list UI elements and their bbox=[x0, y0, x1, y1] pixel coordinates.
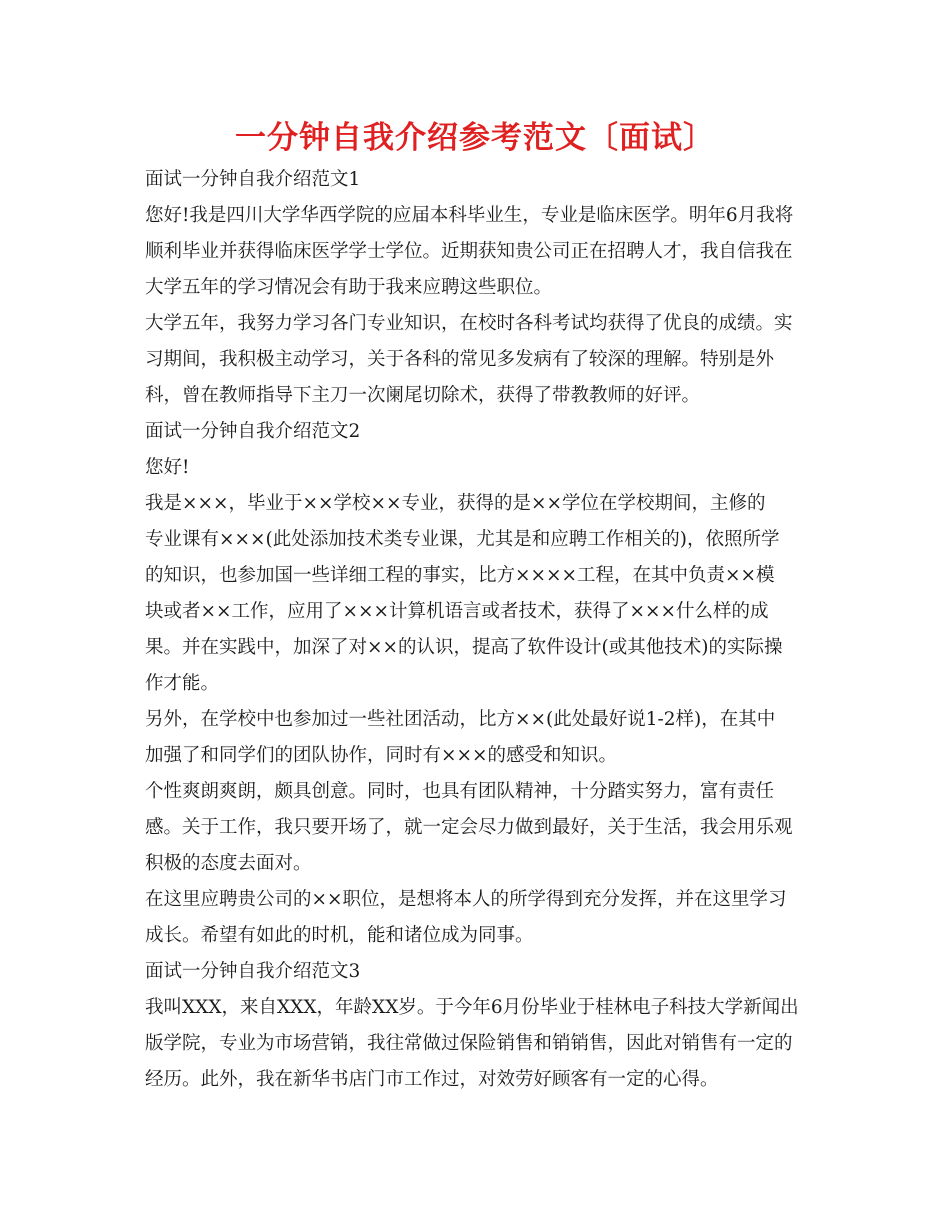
paragraph-line: 块或者××工作，应用了×××计算机语言或者技术，获得了×××什么样的成 bbox=[145, 601, 769, 622]
paragraph-line: 感。关于工作，我只要开场了，就一定会尽力做到最好，关于生活，我会用乐观 bbox=[145, 817, 793, 838]
section-heading-1: 面试一分钟自我介绍范文1 bbox=[145, 169, 361, 190]
paragraph-line: 顺利毕业并获得临床医学学士学位。近期获知贵公司正在招聘人才，我自信我在 bbox=[145, 241, 793, 262]
paragraph-line: 大学五年，我努力学习各门专业知识，在校时各科考试均获得了优良的成绩。实 bbox=[145, 313, 793, 334]
paragraph-line: 在这里应聘贵公司的××职位，是想将本人的所学得到充分发挥，并在这里学习 bbox=[145, 889, 787, 910]
section-heading-3: 面试一分钟自我介绍范文3 bbox=[145, 961, 361, 982]
paragraph-line: 您好!我是四川大学华西学院的应届本科毕业生，专业是临床医学。明年6月我将 bbox=[145, 205, 794, 226]
paragraph-line: 我叫XXX，来自XXX，年龄XX岁。于今年6月份毕业于桂林电子科技大学新闻出 bbox=[145, 997, 799, 1018]
paragraph-line: 我是×××，毕业于××学校××专业，获得的是××学位在学校期间，主修的 bbox=[145, 493, 766, 514]
paragraph-line: 积极的态度去面对。 bbox=[145, 853, 312, 874]
paragraph-line: 的知识，也参加国一些详细工程的事实，比方××××工程，在其中负责××模 bbox=[145, 565, 775, 586]
paragraph-line: 果。并在实践中，加深了对××的认识，提高了软件设计(或其他技术)的实际操 bbox=[145, 637, 783, 658]
paragraph-line: 另外，在学校中也参加过一些社团活动，比方××(此处最好说1-2样)，在其中 bbox=[145, 709, 776, 730]
paragraph-line: 大学五年的学习情况会有助于我来应聘这些职位。 bbox=[145, 277, 553, 298]
paragraph-line: 经历。此外，我在新华书店门市工作过，对效劳好顾客有一定的心得。 bbox=[145, 1069, 719, 1090]
section-heading-2: 面试一分钟自我介绍范文2 bbox=[145, 421, 361, 442]
paragraph-line: 科，曾在教师指导下主刀一次阑尾切除术，获得了带教教师的好评。 bbox=[145, 385, 701, 406]
paragraph-line: 您好! bbox=[145, 457, 190, 478]
paragraph-line: 作才能。 bbox=[145, 673, 220, 694]
paragraph-line: 版学院，专业为市场营销，我往常做过保险销售和销销售，因此对销售有一定的 bbox=[145, 1033, 793, 1054]
document-title: 一分钟自我介绍参考范文〔面试〕 bbox=[235, 120, 715, 156]
paragraph-line: 个性爽朗爽朗，颇具创意。同时，也具有团队精神，十分踏实努力，富有责任 bbox=[145, 781, 775, 802]
paragraph-line: 习期间，我积极主动学习，关于各科的常见多发病有了较深的理解。特别是外 bbox=[145, 349, 775, 370]
paragraph-line: 成长。希望有如此的时机，能和诸位成为同事。 bbox=[145, 925, 534, 946]
paragraph-line: 专业课有×××(此处添加技术类专业课，尤其是和应聘工作相关的)，依照所学 bbox=[145, 529, 780, 550]
paragraph-line: 加强了和同学们的团队协作，同时有×××的感受和知识。 bbox=[145, 745, 618, 766]
